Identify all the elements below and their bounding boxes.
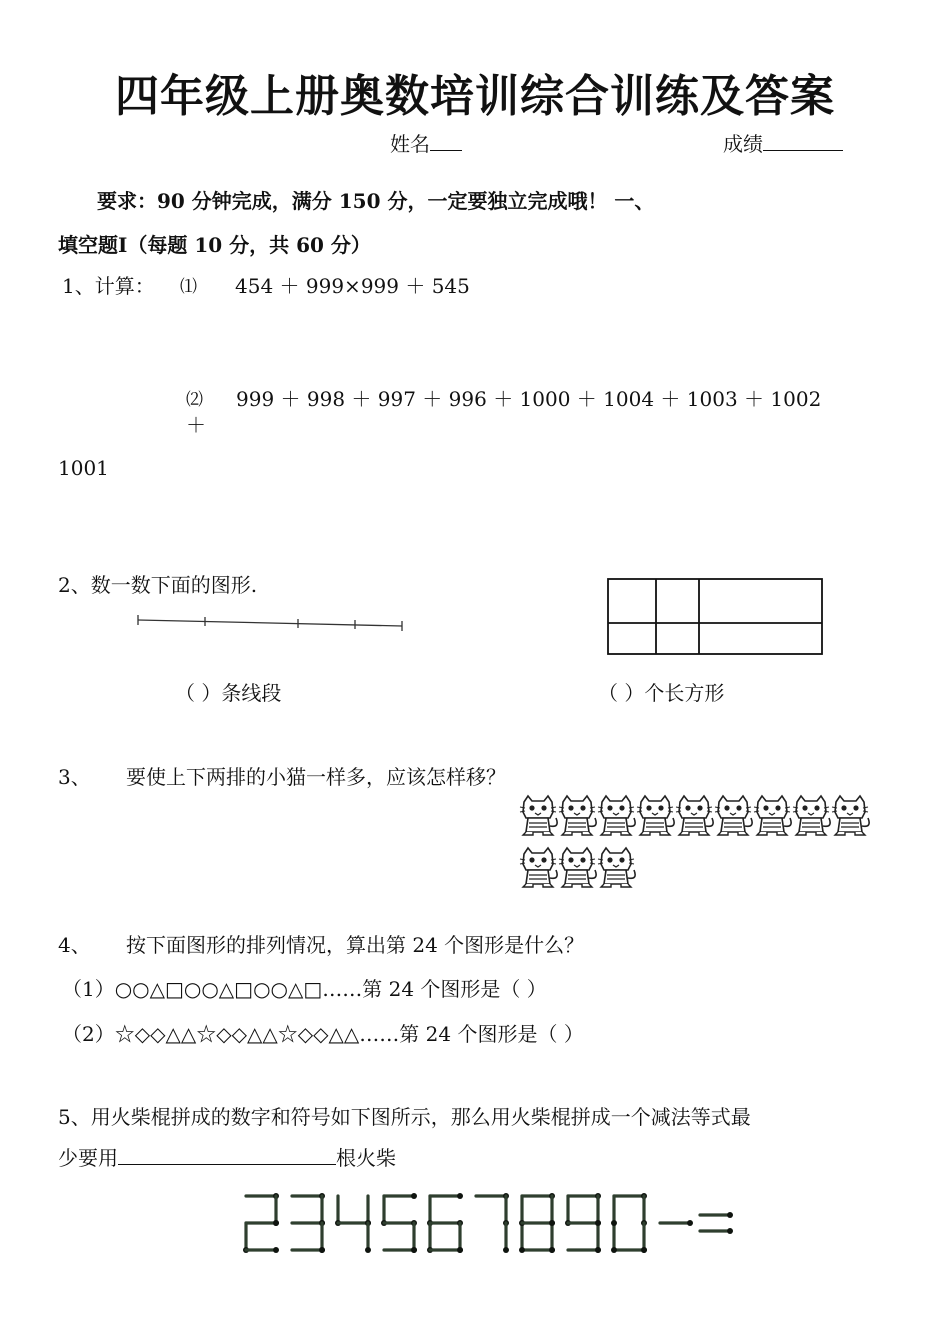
cat-icon (793, 796, 831, 838)
q4-part2[interactable]: （2）☆◇◇△△☆◇◇△△☆◇◇△△……第 24 个图形是（ ） (62, 1022, 584, 1046)
q5-line1: 5、用火柴棍拼成的数字和符号如下图所示，那么用火柴棍拼成一个减法等式最 (58, 1105, 751, 1129)
cat-row-bottom (520, 848, 650, 890)
cat-icon (754, 796, 792, 838)
rectangle-grid-figure (607, 578, 825, 656)
q1-label: 1、计算： (62, 274, 155, 298)
cat-icon (598, 848, 636, 890)
cat-icon (715, 796, 753, 838)
matchstick-symbol-5 (381, 1193, 417, 1253)
line-segment-figure (130, 612, 410, 636)
q1-part2-number: ⑵ (186, 390, 203, 410)
q2-rectangle-answer[interactable]: （ ）个长方形 (598, 681, 725, 705)
name-field[interactable] (390, 128, 462, 157)
matchstick-symbol-minus (660, 1220, 693, 1226)
section-heading: 填空题Ⅰ（每题 10 分，共 60 分） (58, 233, 371, 257)
cat-icon (598, 796, 636, 838)
matchstick-digits-figure (240, 1190, 760, 1260)
q1-part2-expression: 999 ＋ 998 ＋ 997 ＋ 996 ＋ 1000 ＋ 1004 ＋ 1003 ＋ 1002 (236, 387, 822, 411)
q1-part1-expression: 454 ＋ 999×999 ＋ 545 (235, 274, 470, 298)
matchstick-symbol-3 (292, 1193, 325, 1253)
matchstick-symbol-9 (565, 1193, 601, 1253)
name-label: 姓名 (390, 132, 430, 156)
matchstick-symbol-equals (700, 1212, 733, 1234)
cat-icon (559, 796, 597, 838)
q5-answer-blank[interactable] (118, 1146, 336, 1165)
score-blank[interactable] (763, 132, 843, 151)
q1-part2-plus: ＋ (186, 413, 206, 437)
matchstick-symbol-4 (335, 1196, 371, 1253)
q5-line2-prefix: 少要用 (58, 1146, 118, 1170)
q2-segment-answer[interactable]: （ ）条线段 (175, 681, 282, 705)
matchstick-symbol-7 (476, 1193, 509, 1253)
q1-part1-number: ⑴ (180, 277, 197, 297)
score-field[interactable] (723, 128, 843, 157)
matchstick-symbol-8 (519, 1193, 555, 1253)
score-label: 成绩 (723, 132, 763, 156)
q4-part1[interactable]: （1）○○△□○○△□○○△□……第 24 个图形是（ ） (62, 977, 547, 1001)
cat-icon (676, 796, 714, 838)
name-blank[interactable] (430, 132, 462, 151)
q2-text: 2、数一数下面的图形. (58, 573, 258, 597)
cat-icon (520, 848, 558, 890)
matchstick-symbol-0 (611, 1193, 647, 1253)
cat-icon (637, 796, 675, 838)
q5-line2[interactable] (58, 1142, 396, 1171)
q5-line2-suffix: 根火柴 (336, 1146, 396, 1170)
matchstick-symbol-6 (427, 1193, 463, 1253)
page-title: 四年级上册奥数培训综合训练及答案 (115, 71, 835, 122)
cat-icon (520, 796, 558, 838)
requirement-line1: 要求：90 分钟完成，满分 150 分，一定要独立完成哦！ 一、 (97, 189, 655, 213)
cat-icon (559, 848, 597, 890)
matchstick-symbol-2 (243, 1193, 279, 1253)
q4-number: 4、 (58, 933, 91, 957)
cat-icon (832, 796, 870, 838)
cat-row-top (520, 796, 890, 838)
q3-text: 要使上下两排的小猫一样多，应该怎样移？ (126, 765, 506, 789)
q1-part2-last: 1001 (58, 456, 109, 480)
q3-number: 3、 (58, 765, 91, 789)
q4-text: 按下面图形的排列情况，算出第 24 个图形是什么？ (126, 933, 585, 957)
